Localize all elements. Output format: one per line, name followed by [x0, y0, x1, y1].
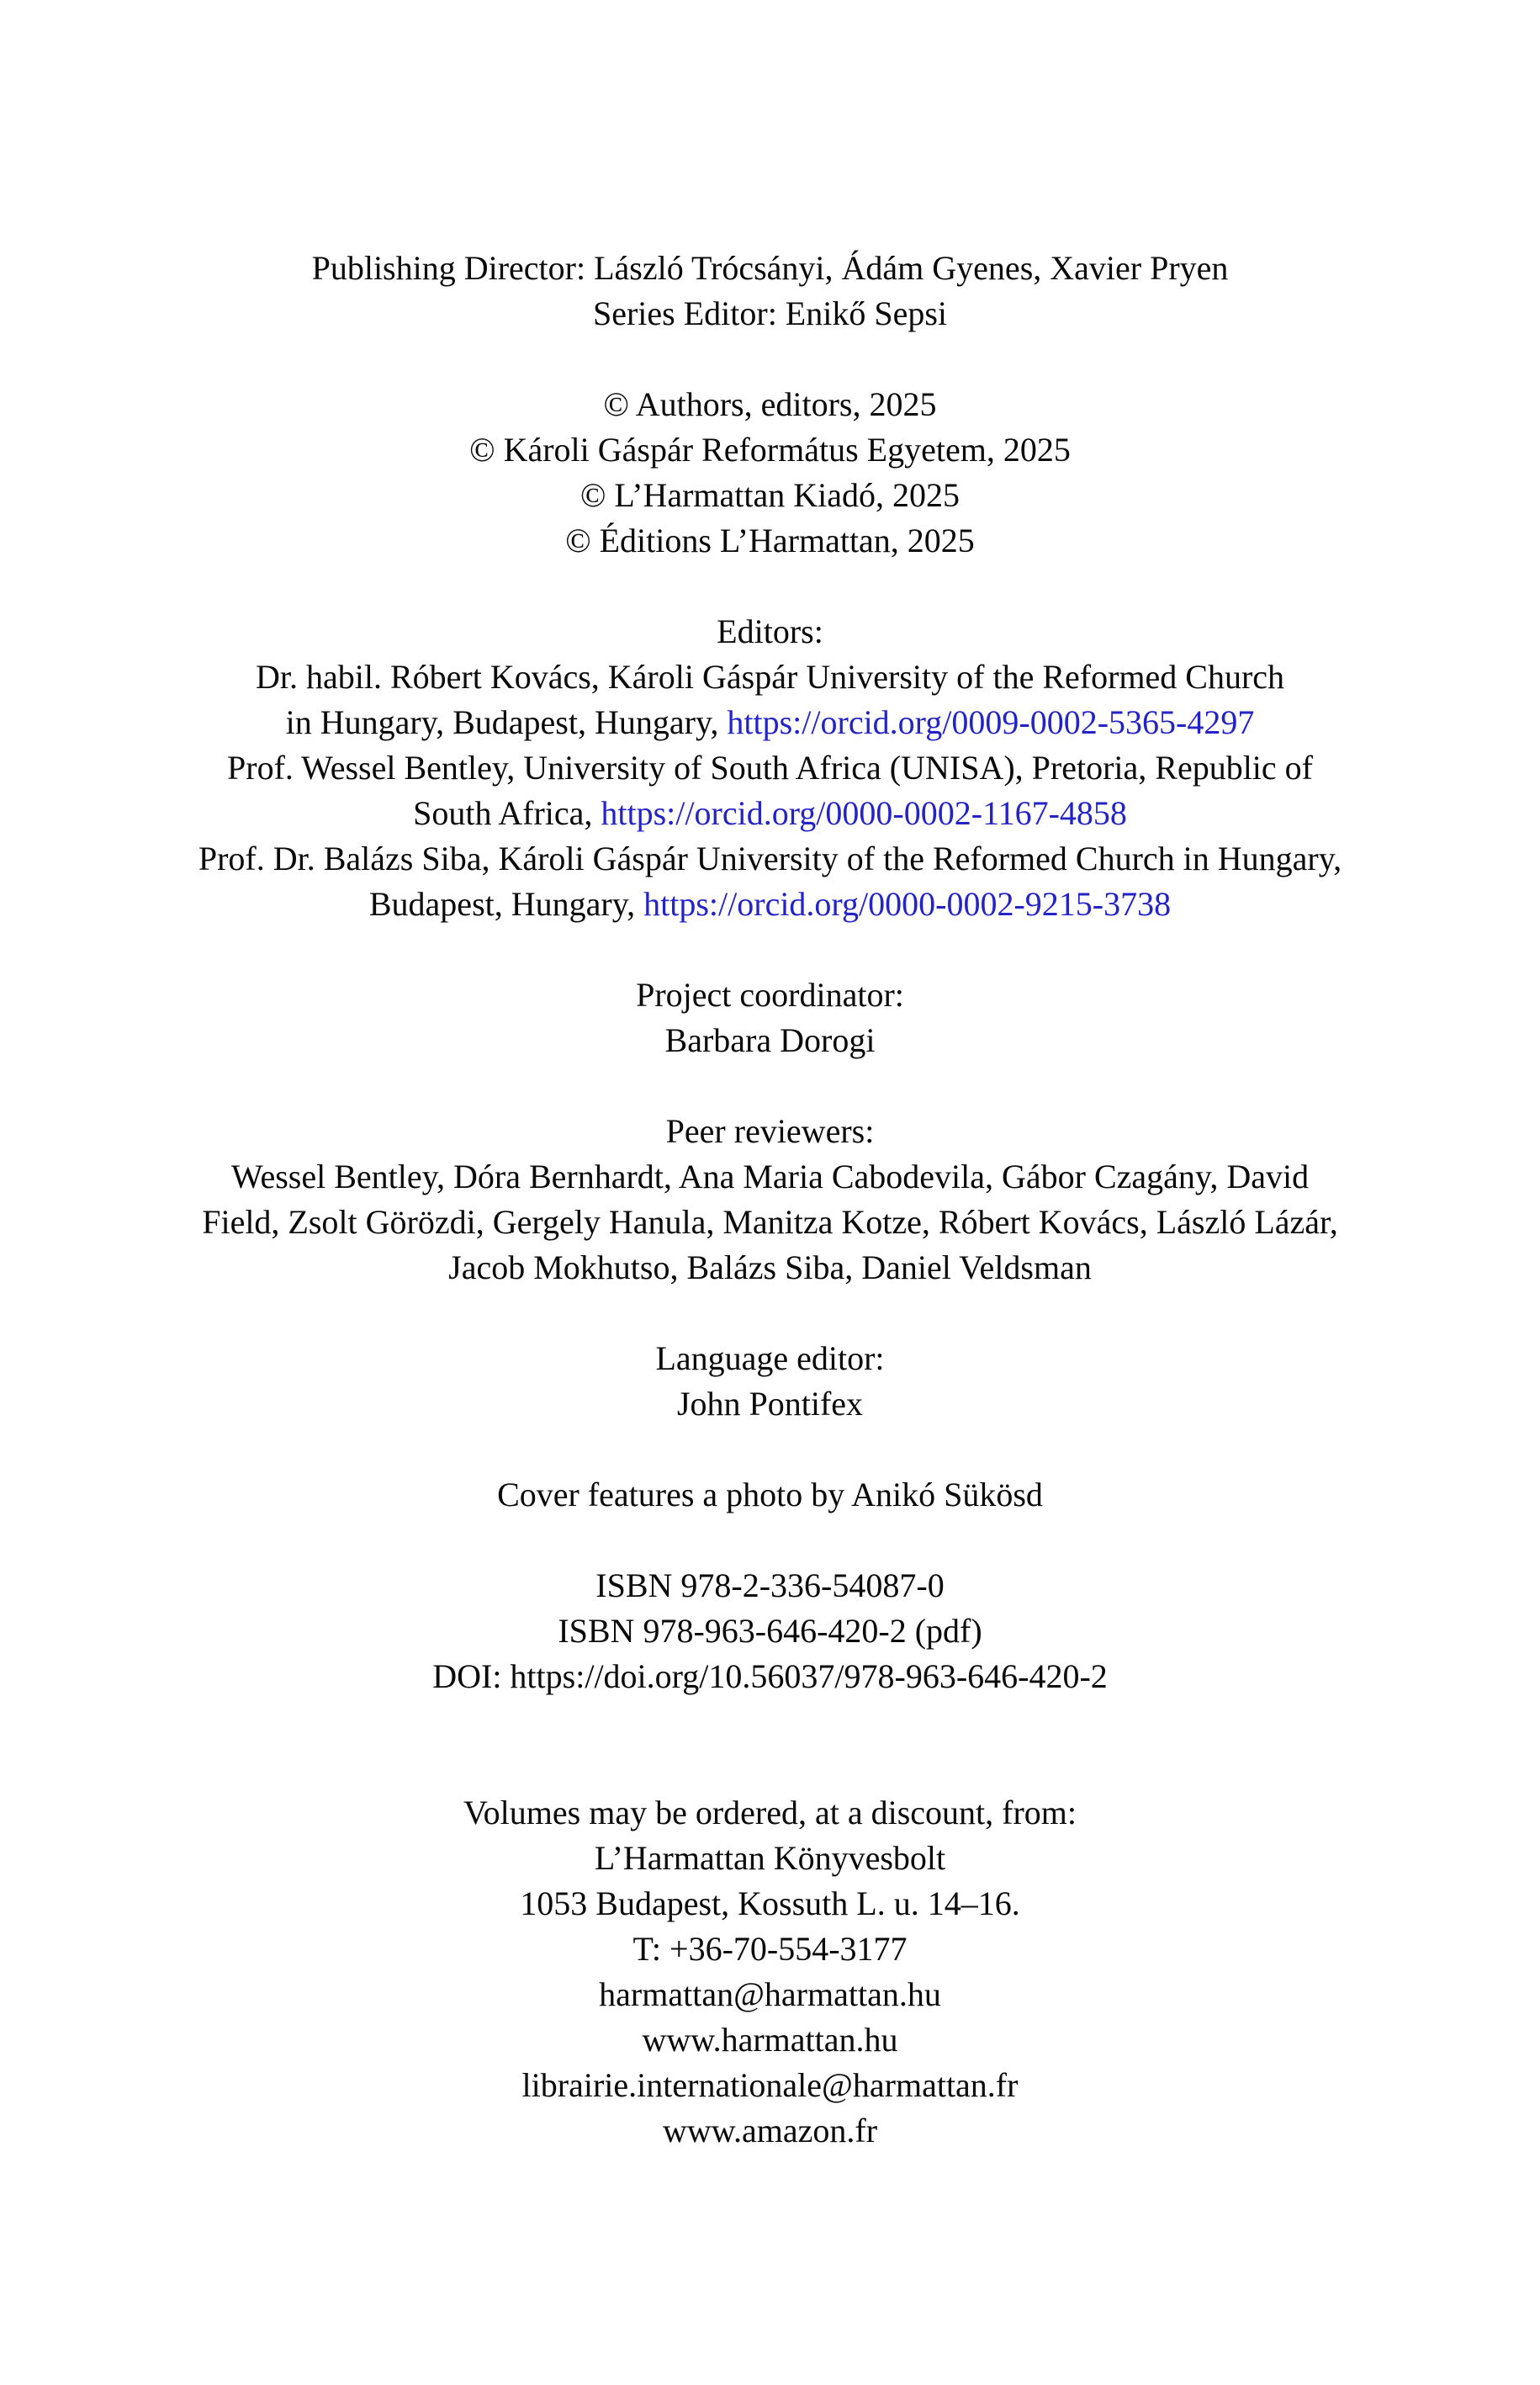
copyright-editions-harmattan: © Éditions L’Harmattan, 2025 [565, 522, 975, 559]
project-coordinator-heading: Project coordinator: [636, 976, 904, 1014]
orcid-link[interactable]: https://orcid.org/0000-0002-1167-4858 [601, 794, 1127, 832]
editor-text: South Africa, [413, 794, 601, 832]
editors-block [0, 609, 1540, 927]
ordering-block [0, 1790, 1540, 2154]
orcid-link[interactable]: https://orcid.org/0000-0002-9215-3738 [643, 885, 1172, 923]
bookstore-address: 1053 Budapest, Kossuth L. u. 14–16. [520, 1884, 1020, 1922]
editor-text: Prof. Wessel Bentley, University of South Africa (UNISA), Pretoria, Republic of [227, 749, 1313, 787]
isbn-pdf: ISBN 978-963-646-420-2 (pdf) [558, 1612, 982, 1650]
language-editor-name: John Pontifex [676, 1385, 864, 1423]
publisher-staff-block [0, 246, 1540, 337]
peer-reviewers-heading: Peer reviewers: [665, 1112, 875, 1150]
editor-text: Budapest, Hungary, [368, 885, 644, 923]
series-editor-line: Series Editor: Enikő Sepsi [592, 294, 948, 332]
copyright-authors: © Authors, editors, 2025 [603, 385, 937, 423]
language-editor-block [0, 1336, 1540, 1427]
editors-heading: Editors: [717, 612, 823, 650]
peer-reviewers-line: Wessel Bentley, Dóra Bernhardt, Ana Maria Cabodevila, Gábor Czagány, David [230, 1158, 1310, 1195]
bookstore-website: www.harmattan.hu [642, 2021, 898, 2059]
peer-reviewers-line: Jacob Mokhutso, Balázs Siba, Daniel Veldsman [448, 1248, 1092, 1286]
editor-line [0, 745, 1540, 791]
cover-credit-block [0, 1472, 1540, 1518]
ordering-note: Volumes may be ordered, at a discount, from: [463, 1794, 1077, 1831]
bookstore-name: L’Harmattan Könyvesbolt [594, 1839, 946, 1877]
peer-reviewers-line: Field, Zsolt Görözdi, Gergely Hanula, Manitza Kotze, Róbert Kovács, László Lázár, [202, 1203, 1338, 1241]
isbn-print: ISBN 978-2-336-54087-0 [595, 1566, 945, 1604]
copyright-karoli: © Károli Gáspár Református Egyetem, 2025 [469, 431, 1071, 469]
cover-credit-line: Cover features a photo by Anikó Sükösd [497, 1476, 1043, 1513]
editor-text: Prof. Dr. Balázs Siba, Károli Gáspár University of the Reformed Church in Hungary, [198, 840, 1342, 877]
peer-reviewers-block [0, 1109, 1540, 1291]
orcid-link[interactable]: https://orcid.org/0009-0002-5365-4297 [727, 703, 1255, 741]
amazon-website: www.amazon.fr [662, 2112, 878, 2149]
editor-text: in Hungary, Budapest, Hungary, [285, 703, 728, 741]
bookstore-email: harmattan@harmattan.hu [599, 1975, 941, 2013]
project-coordinator-name: Barbara Dorogi [664, 1021, 876, 1059]
international-email: librairie.internationale@harmattan.fr [521, 2066, 1019, 2104]
editor-text: Dr. habil. Róbert Kovács, Károli Gáspár University of the Reformed Church [255, 658, 1285, 696]
editor-line [0, 836, 1540, 882]
publishing-director-line: Publishing Director: László Trócsányi, Ádám Gyenes, Xavier Pryen [311, 249, 1229, 287]
doi-line: DOI: https://doi.org/10.56037/978-963-646-420-2 [432, 1657, 1108, 1695]
editor-line [0, 700, 1540, 745]
identifiers-block [0, 1563, 1540, 1699]
editor-line [0, 882, 1540, 927]
copyright-harmattan-kiado: © L’Harmattan Kiadó, 2025 [579, 476, 961, 514]
language-editor-heading: Language editor: [655, 1339, 885, 1377]
copyright-block [0, 382, 1540, 564]
bookstore-phone: T: +36-70-554-3177 [632, 1930, 908, 1968]
editor-line [0, 791, 1540, 836]
project-coordinator-block [0, 973, 1540, 1063]
editor-line [0, 655, 1540, 700]
